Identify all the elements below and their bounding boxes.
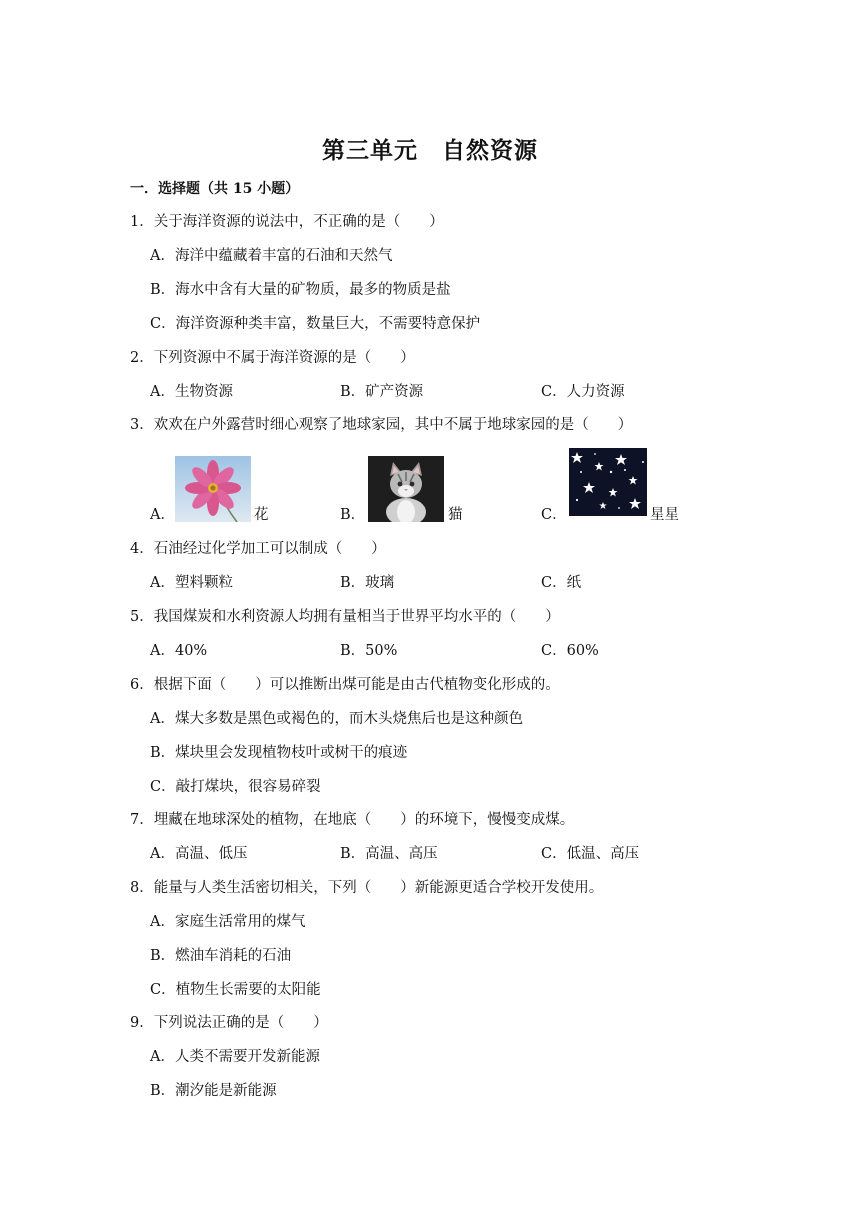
question-5-option-b[interactable]: B．50%: [340, 643, 398, 659]
option-label: 星星: [650, 507, 679, 523]
option-letter: C．: [541, 507, 567, 523]
option-label: 猫: [448, 507, 463, 523]
question-3-stem: 3．欢欢在户外露营时细心观察了地球家园，其中不属于地球家园的是（ ）: [130, 417, 633, 433]
question-4-option-a[interactable]: A．塑料颗粒: [150, 575, 233, 591]
question-4-option-c[interactable]: C．纸: [541, 575, 582, 591]
question-6-option-b[interactable]: B．煤块里会发现植物枝叶或树干的痕迹: [150, 745, 408, 761]
question-8-stem: 8．能量与人类生活密切相关，下列（ ）新能源更适合学校开发使用。: [130, 880, 604, 896]
section-heading: 一．选择题（共 15 小题）: [130, 181, 300, 197]
question-4-option-b[interactable]: B．玻璃: [340, 575, 395, 591]
question-3-option-b[interactable]: [340, 450, 480, 530]
question-6-option-a[interactable]: A．煤大多数是黑色或褐色的，而木头烧焦后也是这种颜色: [150, 711, 523, 727]
question-5-option-c[interactable]: C．60%: [541, 643, 599, 659]
option-label: 花: [254, 507, 269, 523]
question-8-option-a[interactable]: A．家庭生活常用的煤气: [150, 914, 306, 930]
question-7-stem: 7．埋藏在地球深处的植物，在地底（ ）的环境下，慢慢变成煤。: [130, 812, 575, 828]
option-letter: A．: [150, 507, 175, 523]
flower-photo: [175, 456, 251, 522]
question-1-stem: 1．关于海洋资源的说法中，不正确的是（ ）: [130, 214, 444, 230]
question-9-stem: 9．下列说法正确的是（ ）: [130, 1015, 328, 1031]
stars-photo: [569, 448, 647, 516]
question-5-stem: 5．我国煤炭和水利资源人均拥有量相当于世界平均水平的（ ）: [130, 609, 560, 625]
question-8-option-c[interactable]: C．植物生长需要的太阳能: [150, 982, 321, 998]
question-7-option-c[interactable]: C．低温、高压: [541, 846, 640, 862]
question-3-option-c[interactable]: [541, 450, 701, 530]
question-4-stem: 4．石油经过化学加工可以制成（ ）: [130, 541, 386, 557]
question-2-option-c[interactable]: C．人力资源: [541, 384, 625, 400]
question-2-option-a[interactable]: A．生物资源: [150, 384, 233, 400]
question-9-option-b[interactable]: B．潮汐能是新能源: [150, 1083, 277, 1099]
question-7-option-a[interactable]: A．高温、低压: [150, 846, 248, 862]
question-1-option-a[interactable]: A．海洋中蕴藏着丰富的石油和天然气: [150, 248, 393, 264]
page-title: 第三单元 自然资源: [322, 138, 538, 164]
question-5-option-a[interactable]: A．40%: [150, 643, 208, 659]
question-6-stem: 6．根据下面（ ）可以推断出煤可能是由古代植物变化形成的。: [130, 677, 560, 693]
question-9-option-a[interactable]: A．人类不需要开发新能源: [150, 1049, 320, 1065]
question-7-option-b[interactable]: B．高温、高压: [340, 846, 438, 862]
question-3-option-a[interactable]: [150, 450, 290, 530]
question-1-option-c[interactable]: C．海洋资源种类丰富，数量巨大，不需要特意保护: [150, 316, 481, 332]
question-2-stem: 2．下列资源中不属于海洋资源的是（ ）: [130, 350, 415, 366]
option-letter: B．: [340, 507, 366, 523]
question-2-option-b[interactable]: B．矿产资源: [340, 384, 424, 400]
question-6-option-c[interactable]: C．敲打煤块，很容易碎裂: [150, 779, 321, 795]
kitten-photo: [368, 456, 444, 522]
question-8-option-b[interactable]: B．燃油车消耗的石油: [150, 948, 292, 964]
question-1-option-b[interactable]: B．海水中含有大量的矿物质，最多的物质是盐: [150, 282, 451, 298]
